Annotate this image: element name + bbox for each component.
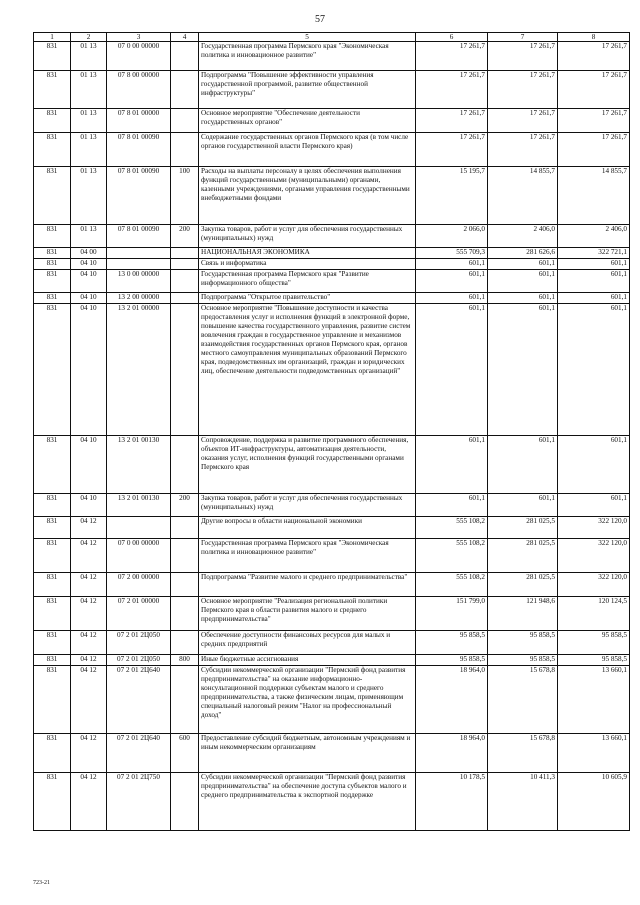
cell-amount-3: 13 660,1 <box>558 734 630 773</box>
cell-amount-2: 2 406,0 <box>488 225 558 248</box>
cell-admin-code: 831 <box>34 631 71 655</box>
header-cell: 1 <box>34 33 71 42</box>
header-cell: 2 <box>71 33 107 42</box>
table-row <box>34 517 630 539</box>
cell-section: 04 12 <box>71 517 107 539</box>
cell-expense-type <box>171 773 199 831</box>
cell-amount-3: 17 261,7 <box>558 42 630 71</box>
cell-amount-3: 601,1 <box>558 270 630 293</box>
cell-section: 04 12 <box>71 666 107 734</box>
cell-amount-1: 555 709,3 <box>416 248 488 259</box>
cell-amount-2: 281 025,5 <box>488 573 558 597</box>
cell-target-article: 07 8 01 00090 <box>107 167 171 225</box>
cell-description: Субсидии некоммерческой организации "Пермский фонд развития предпринимательства" на оказание информационно-консультационной поддержки субъектам малого и среднего предпринимательства, а также физическим лицам, применяющим специальный налоговый режим "Налог на профессиональный доход" <box>199 666 416 734</box>
cell-amount-1: 15 195,7 <box>416 167 488 225</box>
cell-amount-3: 601,1 <box>558 436 630 494</box>
cell-amount-2: 17 261,7 <box>488 71 558 109</box>
header-cell: 7 <box>488 33 558 42</box>
cell-amount-2: 601,1 <box>488 293 558 304</box>
cell-expense-type: 800 <box>171 655 199 666</box>
cell-admin-code: 831 <box>34 573 71 597</box>
cell-section: 04 12 <box>71 631 107 655</box>
table-row <box>34 631 630 655</box>
cell-amount-1: 17 261,7 <box>416 109 488 133</box>
budget-table <box>33 32 630 831</box>
cell-description: Основное мероприятие "Обеспечение деятельности государственных органов" <box>199 109 416 133</box>
cell-target-article: 07 2 00 00000 <box>107 573 171 597</box>
cell-admin-code: 831 <box>34 109 71 133</box>
table-row <box>34 248 630 259</box>
cell-target-article: 07 2 01 2Ц640 <box>107 666 171 734</box>
cell-admin-code: 831 <box>34 666 71 734</box>
header-cell: 8 <box>558 33 630 42</box>
cell-expense-type <box>171 293 199 304</box>
table-row <box>34 773 630 831</box>
cell-amount-3: 601,1 <box>558 259 630 270</box>
cell-expense-type: 100 <box>171 167 199 225</box>
cell-section: 04 12 <box>71 734 107 773</box>
cell-admin-code: 831 <box>34 655 71 666</box>
cell-target-article: 07 8 00 00000 <box>107 71 171 109</box>
cell-description: Закупка товаров, работ и услуг для обеспечения государственных (муниципальных) нужд <box>199 225 416 248</box>
cell-amount-2: 281 626,6 <box>488 248 558 259</box>
cell-amount-1: 10 178,5 <box>416 773 488 831</box>
cell-description: Государственная программа Пермского края "Экономическая политика и инновационное развитие" <box>199 539 416 573</box>
cell-amount-1: 2 066,0 <box>416 225 488 248</box>
cell-amount-3: 17 261,7 <box>558 109 630 133</box>
cell-admin-code: 831 <box>34 773 71 831</box>
cell-amount-2: 601,1 <box>488 304 558 436</box>
cell-admin-code: 831 <box>34 270 71 293</box>
cell-amount-1: 151 799,0 <box>416 597 488 631</box>
cell-description: Предоставление субсидий бюджетным, автономным учреждениям и иным некоммерческим организациям <box>199 734 416 773</box>
cell-target-article: 07 2 01 2Ц640 <box>107 734 171 773</box>
cell-admin-code: 831 <box>34 248 71 259</box>
cell-admin-code: 831 <box>34 259 71 270</box>
cell-amount-1: 17 261,7 <box>416 133 488 167</box>
cell-target-article: 07 8 01 00000 <box>107 109 171 133</box>
cell-description: Связь и информатика <box>199 259 416 270</box>
cell-section: 04 10 <box>71 304 107 436</box>
cell-amount-1: 601,1 <box>416 494 488 517</box>
table-row <box>34 655 630 666</box>
cell-admin-code: 831 <box>34 597 71 631</box>
cell-description: Подпрограмма "Развитие малого и среднего предпринимательства" <box>199 573 416 597</box>
cell-amount-2: 15 678,8 <box>488 666 558 734</box>
cell-section: 01 13 <box>71 109 107 133</box>
cell-amount-2: 601,1 <box>488 270 558 293</box>
cell-amount-3: 120 124,5 <box>558 597 630 631</box>
cell-section: 04 10 <box>71 436 107 494</box>
cell-amount-1: 601,1 <box>416 304 488 436</box>
table-row <box>34 259 630 270</box>
cell-expense-type <box>171 304 199 436</box>
cell-amount-2: 95 858,5 <box>488 655 558 666</box>
table-row <box>34 293 630 304</box>
cell-target-article: 13 2 01 00130 <box>107 436 171 494</box>
cell-expense-type <box>171 109 199 133</box>
cell-target-article: 07 2 01 2Ц750 <box>107 773 171 831</box>
cell-description: Иные бюджетные ассигнования <box>199 655 416 666</box>
cell-admin-code: 831 <box>34 436 71 494</box>
cell-expense-type <box>171 666 199 734</box>
cell-admin-code: 831 <box>34 42 71 71</box>
cell-amount-3: 322 120,0 <box>558 539 630 573</box>
cell-amount-3: 10 605,9 <box>558 773 630 831</box>
cell-target-article: 07 0 00 00000 <box>107 42 171 71</box>
table-row <box>34 225 630 248</box>
cell-admin-code: 831 <box>34 225 71 248</box>
cell-section: 01 13 <box>71 42 107 71</box>
cell-section: 01 13 <box>71 225 107 248</box>
header-cell: 3 <box>107 33 171 42</box>
cell-target-article <box>107 517 171 539</box>
cell-amount-2: 15 678,8 <box>488 734 558 773</box>
cell-amount-3: 17 261,7 <box>558 71 630 109</box>
header-cell: 4 <box>171 33 199 42</box>
cell-expense-type <box>171 539 199 573</box>
cell-section: 04 10 <box>71 494 107 517</box>
cell-section: 04 12 <box>71 655 107 666</box>
cell-amount-2: 17 261,7 <box>488 133 558 167</box>
cell-expense-type <box>171 436 199 494</box>
cell-expense-type <box>171 270 199 293</box>
cell-target-article <box>107 248 171 259</box>
cell-amount-1: 601,1 <box>416 259 488 270</box>
cell-amount-2: 601,1 <box>488 494 558 517</box>
cell-amount-3: 14 855,7 <box>558 167 630 225</box>
cell-description: Подпрограмма "Повышение эффективности управления государственной программой, развитие общественной инфраструктуры" <box>199 71 416 109</box>
table-row <box>34 133 630 167</box>
header-cell: 5 <box>199 33 416 42</box>
table-row <box>34 304 630 436</box>
cell-target-article <box>107 259 171 270</box>
cell-amount-3: 601,1 <box>558 494 630 517</box>
table-row <box>34 734 630 773</box>
cell-target-article: 07 8 01 00090 <box>107 133 171 167</box>
cell-expense-type: 200 <box>171 494 199 517</box>
cell-description: Другие вопросы в области национальной экономики <box>199 517 416 539</box>
cell-description: Государственная программа Пермского края "Экономическая политика и инновационное развитие" <box>199 42 416 71</box>
cell-amount-1: 18 964,0 <box>416 734 488 773</box>
cell-expense-type <box>171 517 199 539</box>
cell-section: 01 13 <box>71 133 107 167</box>
cell-amount-3: 2 406,0 <box>558 225 630 248</box>
cell-description: Основное мероприятие "Повышение доступности и качества предоставления услуг и исполнения функций в электронной форме, повышение качества государственного управления, развитие систем вовлечения граждан в государственное управление и механизмов взаимодействия государственных органов Пермского края, органов местного самоуправления муниципальных образований Пермского края, подведомственных им организаций, граждан и юридических лиц, обеспечение деятельности подведомственных организаций" <box>199 304 416 436</box>
cell-amount-2: 281 025,5 <box>488 539 558 573</box>
table-row <box>34 71 630 109</box>
cell-amount-3: 601,1 <box>558 304 630 436</box>
cell-amount-2: 601,1 <box>488 259 558 270</box>
cell-description: Подпрограмма "Открытое правительство" <box>199 293 416 304</box>
cell-amount-2: 281 025,5 <box>488 517 558 539</box>
cell-expense-type <box>171 133 199 167</box>
cell-amount-2: 17 261,7 <box>488 42 558 71</box>
cell-admin-code: 831 <box>34 517 71 539</box>
cell-amount-2: 121 948,6 <box>488 597 558 631</box>
cell-target-article: 07 0 00 00000 <box>107 539 171 573</box>
table-row <box>34 109 630 133</box>
cell-amount-3: 95 858,5 <box>558 655 630 666</box>
cell-section: 04 10 <box>71 293 107 304</box>
cell-section: 04 12 <box>71 573 107 597</box>
cell-admin-code: 831 <box>34 133 71 167</box>
cell-description: Обеспечение доступности финансовых ресурсов для малых и средних предприятий <box>199 631 416 655</box>
table-row <box>34 597 630 631</box>
cell-amount-3: 322 120,0 <box>558 517 630 539</box>
cell-description: Сопровождение, поддержка и развитие программного обеспечения, объектов ИТ-инфраструктуры, автоматизация деятельности, оказания услуг, исполнения функций государственными органами Пермского края <box>199 436 416 494</box>
cell-description: Основное мероприятие "Реализация региональной политики Пермского края в области развития малого и среднего предпринимательства" <box>199 597 416 631</box>
cell-expense-type: 600 <box>171 734 199 773</box>
cell-expense-type <box>171 248 199 259</box>
cell-section: 04 12 <box>71 773 107 831</box>
cell-amount-2: 17 261,7 <box>488 109 558 133</box>
cell-expense-type: 200 <box>171 225 199 248</box>
page-number: 57 <box>315 14 325 25</box>
cell-target-article: 07 8 01 00090 <box>107 225 171 248</box>
header-row <box>34 33 630 42</box>
cell-section: 01 13 <box>71 167 107 225</box>
cell-expense-type <box>171 71 199 109</box>
table-row <box>34 573 630 597</box>
cell-amount-1: 555 108,2 <box>416 539 488 573</box>
cell-section: 04 12 <box>71 597 107 631</box>
cell-description: Содержание государственных органов Пермского края (в том числе органов государственной власти Пермского края) <box>199 133 416 167</box>
cell-amount-2: 95 858,5 <box>488 631 558 655</box>
cell-amount-1: 601,1 <box>416 270 488 293</box>
cell-section: 01 13 <box>71 71 107 109</box>
cell-section: 04 10 <box>71 270 107 293</box>
table-row <box>34 494 630 517</box>
table-row <box>34 539 630 573</box>
table-row <box>34 167 630 225</box>
cell-expense-type <box>171 631 199 655</box>
cell-expense-type <box>171 42 199 71</box>
cell-admin-code: 831 <box>34 494 71 517</box>
cell-section: 04 12 <box>71 539 107 573</box>
header-cell: 6 <box>416 33 488 42</box>
cell-target-article: 13 0 00 00000 <box>107 270 171 293</box>
cell-target-article: 13 2 01 00130 <box>107 494 171 517</box>
cell-amount-1: 17 261,7 <box>416 71 488 109</box>
table-row <box>34 436 630 494</box>
cell-admin-code: 831 <box>34 539 71 573</box>
cell-description: Закупка товаров, работ и услуг для обеспечения государственных (муниципальных) нужд <box>199 494 416 517</box>
cell-description: НАЦИОНАЛЬНАЯ ЭКОНОМИКА <box>199 248 416 259</box>
cell-amount-3: 601,1 <box>558 293 630 304</box>
document-code: 723-21 <box>33 880 50 886</box>
cell-admin-code: 831 <box>34 71 71 109</box>
cell-expense-type <box>171 259 199 270</box>
cell-amount-2: 601,1 <box>488 436 558 494</box>
cell-amount-3: 322 721,1 <box>558 248 630 259</box>
cell-admin-code: 831 <box>34 304 71 436</box>
cell-amount-3: 95 858,5 <box>558 631 630 655</box>
cell-amount-2: 10 411,3 <box>488 773 558 831</box>
cell-admin-code: 831 <box>34 734 71 773</box>
cell-amount-1: 95 858,5 <box>416 631 488 655</box>
cell-description: Субсидии некоммерческой организации "Пермский фонд развития предпринимательства" на обеспечение доступа субъектов малого и среднего предпринимательства к экспортной поддержке <box>199 773 416 831</box>
cell-target-article: 13 2 00 00000 <box>107 293 171 304</box>
cell-amount-1: 18 964,0 <box>416 666 488 734</box>
cell-amount-1: 555 108,2 <box>416 517 488 539</box>
cell-target-article: 13 2 01 00000 <box>107 304 171 436</box>
cell-amount-3: 322 120,0 <box>558 573 630 597</box>
cell-expense-type <box>171 597 199 631</box>
cell-amount-1: 95 858,5 <box>416 655 488 666</box>
table-row <box>34 270 630 293</box>
cell-amount-1: 555 108,2 <box>416 573 488 597</box>
cell-target-article: 07 2 01 2Ц050 <box>107 631 171 655</box>
cell-expense-type <box>171 573 199 597</box>
cell-section: 04 10 <box>71 259 107 270</box>
cell-amount-1: 17 261,7 <box>416 42 488 71</box>
cell-amount-1: 601,1 <box>416 436 488 494</box>
cell-amount-3: 13 660,1 <box>558 666 630 734</box>
cell-admin-code: 831 <box>34 167 71 225</box>
cell-target-article: 07 2 01 00000 <box>107 597 171 631</box>
cell-description: Государственная программа Пермского края "Развитие информационного общества" <box>199 270 416 293</box>
table-row <box>34 666 630 734</box>
cell-amount-1: 601,1 <box>416 293 488 304</box>
cell-admin-code: 831 <box>34 293 71 304</box>
cell-amount-3: 17 261,7 <box>558 133 630 167</box>
cell-target-article: 07 2 01 2Ц050 <box>107 655 171 666</box>
table-row <box>34 42 630 71</box>
cell-section: 04 00 <box>71 248 107 259</box>
cell-amount-2: 14 855,7 <box>488 167 558 225</box>
cell-description: Расходы на выплаты персоналу в целях обеспечения выполнения функций государственными (муниципальными) органами, казенными учреждениями, органами управления государственными внебюджетными фондами <box>199 167 416 225</box>
